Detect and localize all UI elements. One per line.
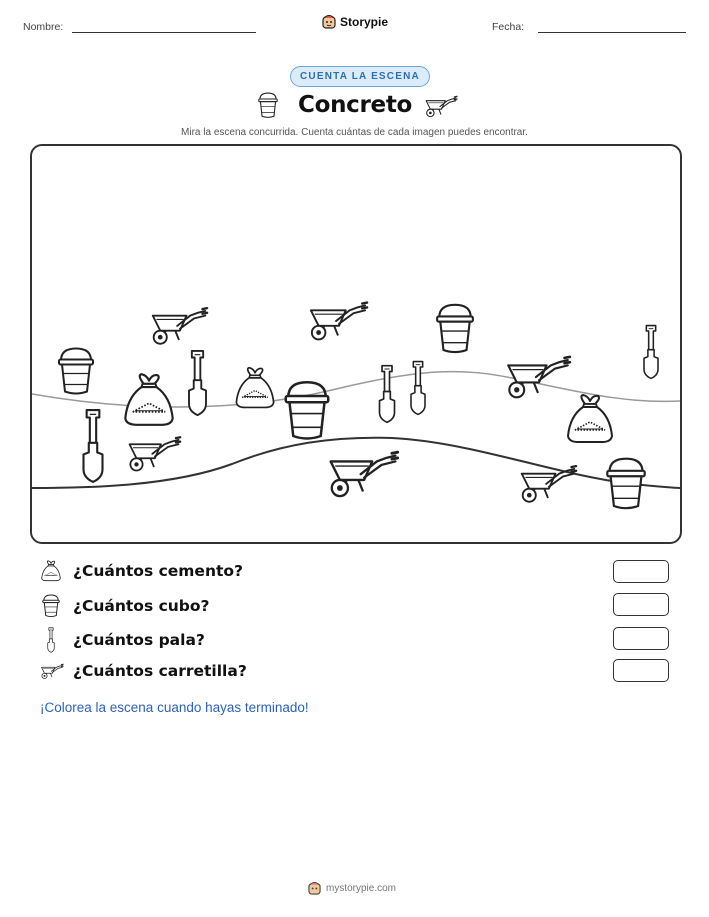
wheelbarrow-item xyxy=(522,466,576,502)
brand-name: Storypie xyxy=(340,14,389,29)
wheelbarrow-item xyxy=(508,357,570,397)
bucket-icon xyxy=(257,92,279,119)
bucket-item xyxy=(437,305,473,352)
question-label: ¿Cuántos cubo? xyxy=(73,597,210,615)
name-label: Nombre: xyxy=(23,21,64,33)
answer-box-shovel[interactable] xyxy=(613,627,669,650)
page-title: Concreto xyxy=(298,92,413,118)
bucket-item xyxy=(607,459,644,509)
question-label: ¿Cuántos cemento? xyxy=(73,562,244,580)
answer-box-bucket[interactable] xyxy=(613,593,669,616)
instructions: Mira la escena concurrida. Cuenta cuántas de cada imagen puedes encontrar. xyxy=(181,127,528,138)
wheelbarrow-item xyxy=(331,452,398,496)
footer xyxy=(308,881,396,895)
question-label: ¿Cuántos carretilla? xyxy=(73,662,247,680)
shovel-item xyxy=(380,366,395,423)
shovel-item xyxy=(84,410,103,482)
shovel-icon xyxy=(40,627,62,653)
question-row-shovel xyxy=(40,627,205,653)
footer-url[interactable]: mystorypie.com xyxy=(326,882,397,894)
shovel-item xyxy=(411,362,425,415)
date-label: Fecha: xyxy=(492,21,525,33)
question-row-wheelbarrow xyxy=(40,660,247,682)
cement-bag-item xyxy=(568,395,612,442)
wheelbarrow-item xyxy=(130,437,181,470)
wheelbarrow-item xyxy=(153,308,207,344)
scene-illustration xyxy=(32,146,680,542)
shovel-item xyxy=(189,351,206,415)
wheelbarrow-icon xyxy=(424,94,458,118)
cement-bag-icon xyxy=(40,560,62,582)
question-row-bucket xyxy=(40,594,210,618)
question-row-cement xyxy=(40,560,243,582)
wheelbarrow-icon xyxy=(40,660,64,682)
storypie-logo-icon xyxy=(322,14,336,29)
answer-box-cement[interactable] xyxy=(613,560,669,583)
brand-logo xyxy=(322,14,388,29)
name-field[interactable] xyxy=(72,32,256,33)
cement-bag-item xyxy=(236,368,273,408)
wheelbarrow-item xyxy=(311,303,367,340)
question-label: ¿Cuántos pala? xyxy=(73,631,205,649)
shovel-item xyxy=(644,326,658,379)
bucket-item xyxy=(59,349,93,394)
answer-box-wheelbarrow[interactable] xyxy=(613,659,669,682)
activity-badge: CUENTA LA ESCENA xyxy=(290,66,430,87)
bucket-item xyxy=(286,382,329,438)
coloring-note: ¡Colorea la escena cuando hayas terminado! xyxy=(40,700,309,715)
date-field[interactable] xyxy=(538,32,686,33)
cement-bag-item xyxy=(125,374,172,425)
bucket-icon xyxy=(40,594,62,618)
counting-scene xyxy=(30,144,682,544)
storypie-logo-icon xyxy=(308,881,321,895)
